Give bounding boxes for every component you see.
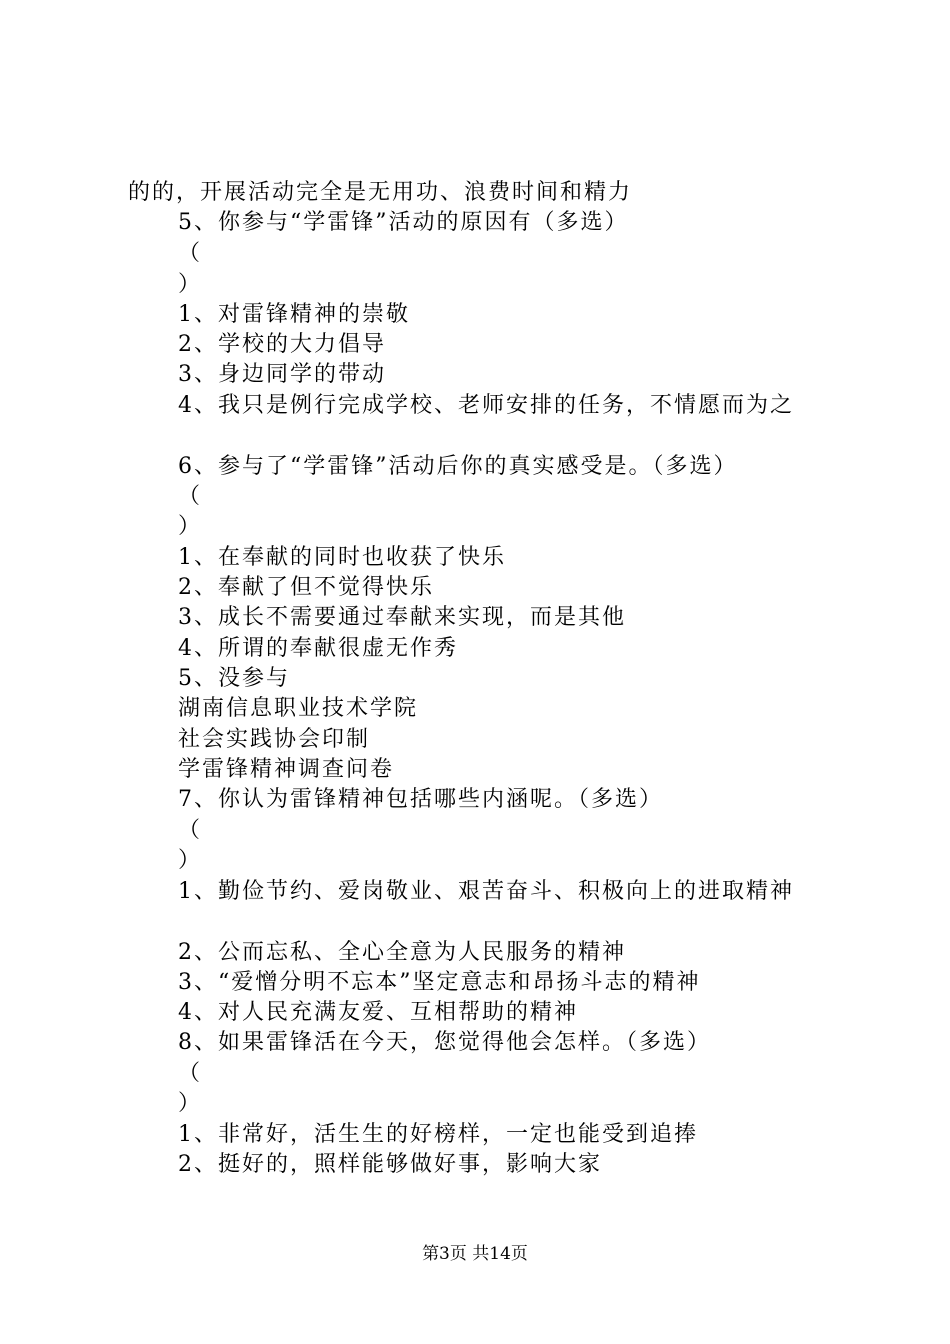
option-line: 2、学校的大力倡导 bbox=[178, 332, 386, 357]
option-line: 4、所谓的奉献很虚无作秀 bbox=[178, 636, 458, 661]
option-line: 5、没参与 bbox=[178, 666, 290, 691]
question-8: 8、如果雷锋活在今天，您觉得他会怎样。（多选） bbox=[178, 1030, 711, 1055]
text-line: 的的，开展活动完全是无用功、浪费时间和精力 bbox=[128, 180, 633, 205]
question-6: 6、参与了“学雷锋”活动后你的真实感受是。（多选） bbox=[178, 454, 738, 479]
answer-open-paren: （ bbox=[178, 1061, 203, 1086]
option-line: 1、非常好，活生生的好榜样，一定也能受到追捧 bbox=[178, 1122, 698, 1147]
answer-close-paren: ） bbox=[178, 848, 203, 873]
option-line: 4、对人民充满友爱、互相帮助的精神 bbox=[178, 1000, 578, 1025]
option-line: 3、身边同学的带动 bbox=[178, 362, 386, 387]
answer-close-paren: ） bbox=[178, 514, 203, 539]
question-7: 7、你认为雷锋精神包括哪些内涵呢。（多选） bbox=[178, 787, 663, 812]
option-line: 1、勤俭节约、爱岗敬业、艰苦奋斗、积极向上的进取精神 bbox=[178, 879, 794, 904]
option-line: 2、奉献了但不觉得快乐 bbox=[178, 575, 434, 600]
printed-by: 社会实践协会印制 bbox=[178, 727, 371, 752]
survey-title: 学雷锋精神调查问卷 bbox=[178, 757, 395, 782]
question-5: 5、你参与“学雷锋”活动的原因有（多选） bbox=[178, 210, 629, 235]
option-line: 1、在奉献的同时也收获了快乐 bbox=[178, 545, 506, 570]
page-footer: 第3页 共14页 bbox=[422, 1244, 528, 1264]
answer-open-paren: （ bbox=[178, 818, 203, 843]
option-line: 3、“爱憎分明不忘本”坚定意志和昂扬斗志的精神 bbox=[178, 970, 701, 995]
answer-open-paren: （ bbox=[178, 484, 203, 509]
option-line: 1、对雷锋精神的崇敬 bbox=[178, 302, 410, 327]
answer-open-paren: （ bbox=[178, 241, 203, 266]
answer-close-paren: ） bbox=[178, 1091, 203, 1116]
option-line: 2、挺好的，照样能够做好事，影响大家 bbox=[178, 1152, 602, 1177]
answer-close-paren: ） bbox=[178, 272, 203, 297]
option-line: 2、公而忘私、全心全意为人民服务的精神 bbox=[178, 940, 626, 965]
institution-name: 湖南信息职业技术学院 bbox=[178, 696, 419, 721]
option-line: 3、成长不需要通过奉献来实现，而是其他 bbox=[178, 605, 626, 630]
option-line: 4、我只是例行完成学校、老师安排的任务，不情愿而为之 bbox=[178, 393, 794, 418]
